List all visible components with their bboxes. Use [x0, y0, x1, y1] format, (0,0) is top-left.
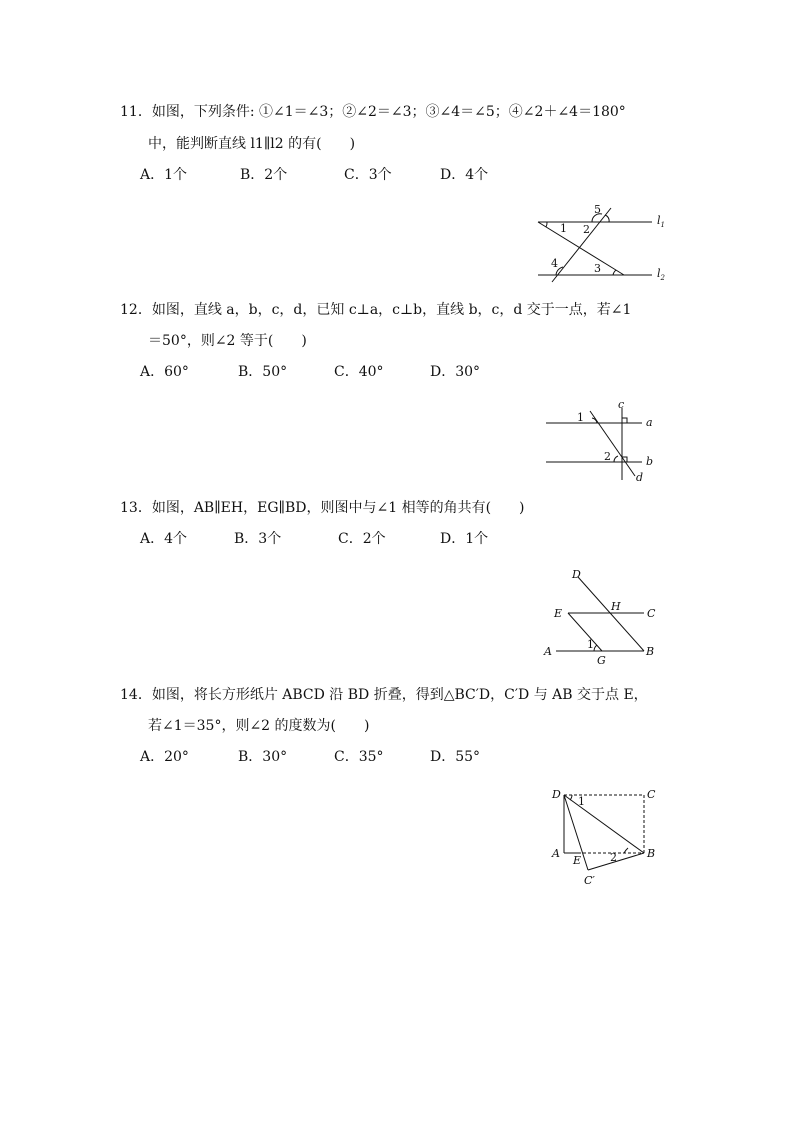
q13-option-b: B．3个	[234, 531, 282, 547]
q14-stem-line1: 14．如图，将长方形纸片 ABCD 沿 BD 折叠，得到△BC′D，C′D 与 AB 交于点 E，	[120, 687, 648, 703]
q11-figure	[530, 200, 680, 285]
q11-transversal-2	[552, 208, 611, 282]
q11-option-d: D．4个	[440, 167, 489, 183]
q14-stem-line2: 若∠1＝35°，则∠2 的度数为( )	[148, 718, 370, 734]
q13-arc-1	[594, 645, 597, 651]
q11-label-angle1: 1	[560, 222, 567, 235]
q14-label-d: D	[552, 788, 561, 801]
q11-label-angle3: 3	[594, 262, 601, 275]
q11-option-c: C．3个	[344, 167, 392, 183]
q14-arc-2	[624, 848, 628, 853]
q13-label-a: A	[544, 645, 552, 658]
q14-label-cprime: C′	[584, 874, 595, 887]
q13-label-angle1: 1	[587, 638, 594, 651]
q13-label-h: H	[611, 600, 621, 613]
q14-option-c: C．35°	[334, 749, 384, 765]
q11-arc-3	[613, 270, 616, 275]
q13-label-c: C	[647, 607, 656, 620]
q13-label-g: G	[597, 654, 606, 667]
q13-label-b: B	[646, 645, 655, 658]
q14-option-d: D．55°	[430, 749, 481, 765]
q12-option-d: D．30°	[430, 364, 481, 380]
q12-option-c: C．40°	[334, 364, 384, 380]
q12-label-c: c	[618, 398, 625, 411]
q14-label-b: B	[647, 847, 656, 860]
q12-right-angle-a	[622, 418, 627, 423]
q13-option-a: A．4个	[140, 531, 188, 547]
q13-label-d: D	[572, 568, 581, 581]
q12-label-b: b	[646, 455, 654, 468]
q11-stem-line2: 中，能判断直线 l1∥l2 的有( )	[148, 136, 356, 152]
q12-arc-2	[614, 456, 618, 462]
q14-label-e: E	[573, 854, 582, 867]
q11-label-l2: $l_2$	[657, 267, 665, 282]
q12-label-angle2: 2	[604, 450, 611, 463]
q13-label-e: E	[554, 607, 563, 620]
q12-label-a: a	[646, 416, 653, 429]
q11-label-angle2: 2	[583, 223, 590, 236]
q14-label-c: C	[647, 788, 656, 801]
q14-label-angle2: 2	[610, 851, 617, 864]
q11-arc-1	[546, 222, 547, 227]
q12-option-a: A．60°	[140, 364, 189, 380]
q11-label-l1: $l_1$	[657, 214, 665, 229]
q12-label-d: d	[636, 471, 644, 484]
q14-label-angle1: 1	[578, 795, 585, 808]
q14-arc-1	[570, 795, 572, 800]
q13-option-d: D．1个	[440, 531, 489, 547]
q14-option-a: A．20°	[140, 749, 189, 765]
q14-diagonal-db	[564, 795, 644, 853]
q11-arc-5	[605, 215, 609, 222]
q11-label-angle4: 4	[551, 257, 558, 270]
q14-option-b: B．30°	[238, 749, 288, 765]
q14-label-a: A	[552, 847, 560, 860]
q12-stem-line2: ＝50°，则∠2 等于( )	[148, 333, 307, 349]
q11-label-angle5: 5	[594, 203, 601, 216]
q13-option-c: C．2个	[338, 531, 386, 547]
q12-arc-1	[592, 418, 597, 423]
q13-stem-line1: 13．如图，AB∥EH，EG∥BD，则图中与∠1 相等的角共有( )	[120, 500, 525, 516]
q12-option-b: B．50°	[238, 364, 288, 380]
q13-figure	[540, 565, 670, 670]
q14-figure	[540, 783, 670, 893]
q12-figure	[540, 398, 670, 486]
q11-stem-line1: 11．如图，下列条件: ①∠1＝∠3；②∠2＝∠3；③∠4＝∠5；④∠2＋∠4＝180°	[120, 104, 626, 120]
q12-label-angle1: 1	[577, 411, 584, 424]
q12-stem-line1: 12．如图，直线 a，b，c，d，已知 c⊥a，c⊥b，直线 b，c，d 交于一点，若∠1	[120, 302, 632, 318]
q11-option-b: B．2个	[240, 167, 288, 183]
q11-option-a: A．1个	[140, 167, 188, 183]
